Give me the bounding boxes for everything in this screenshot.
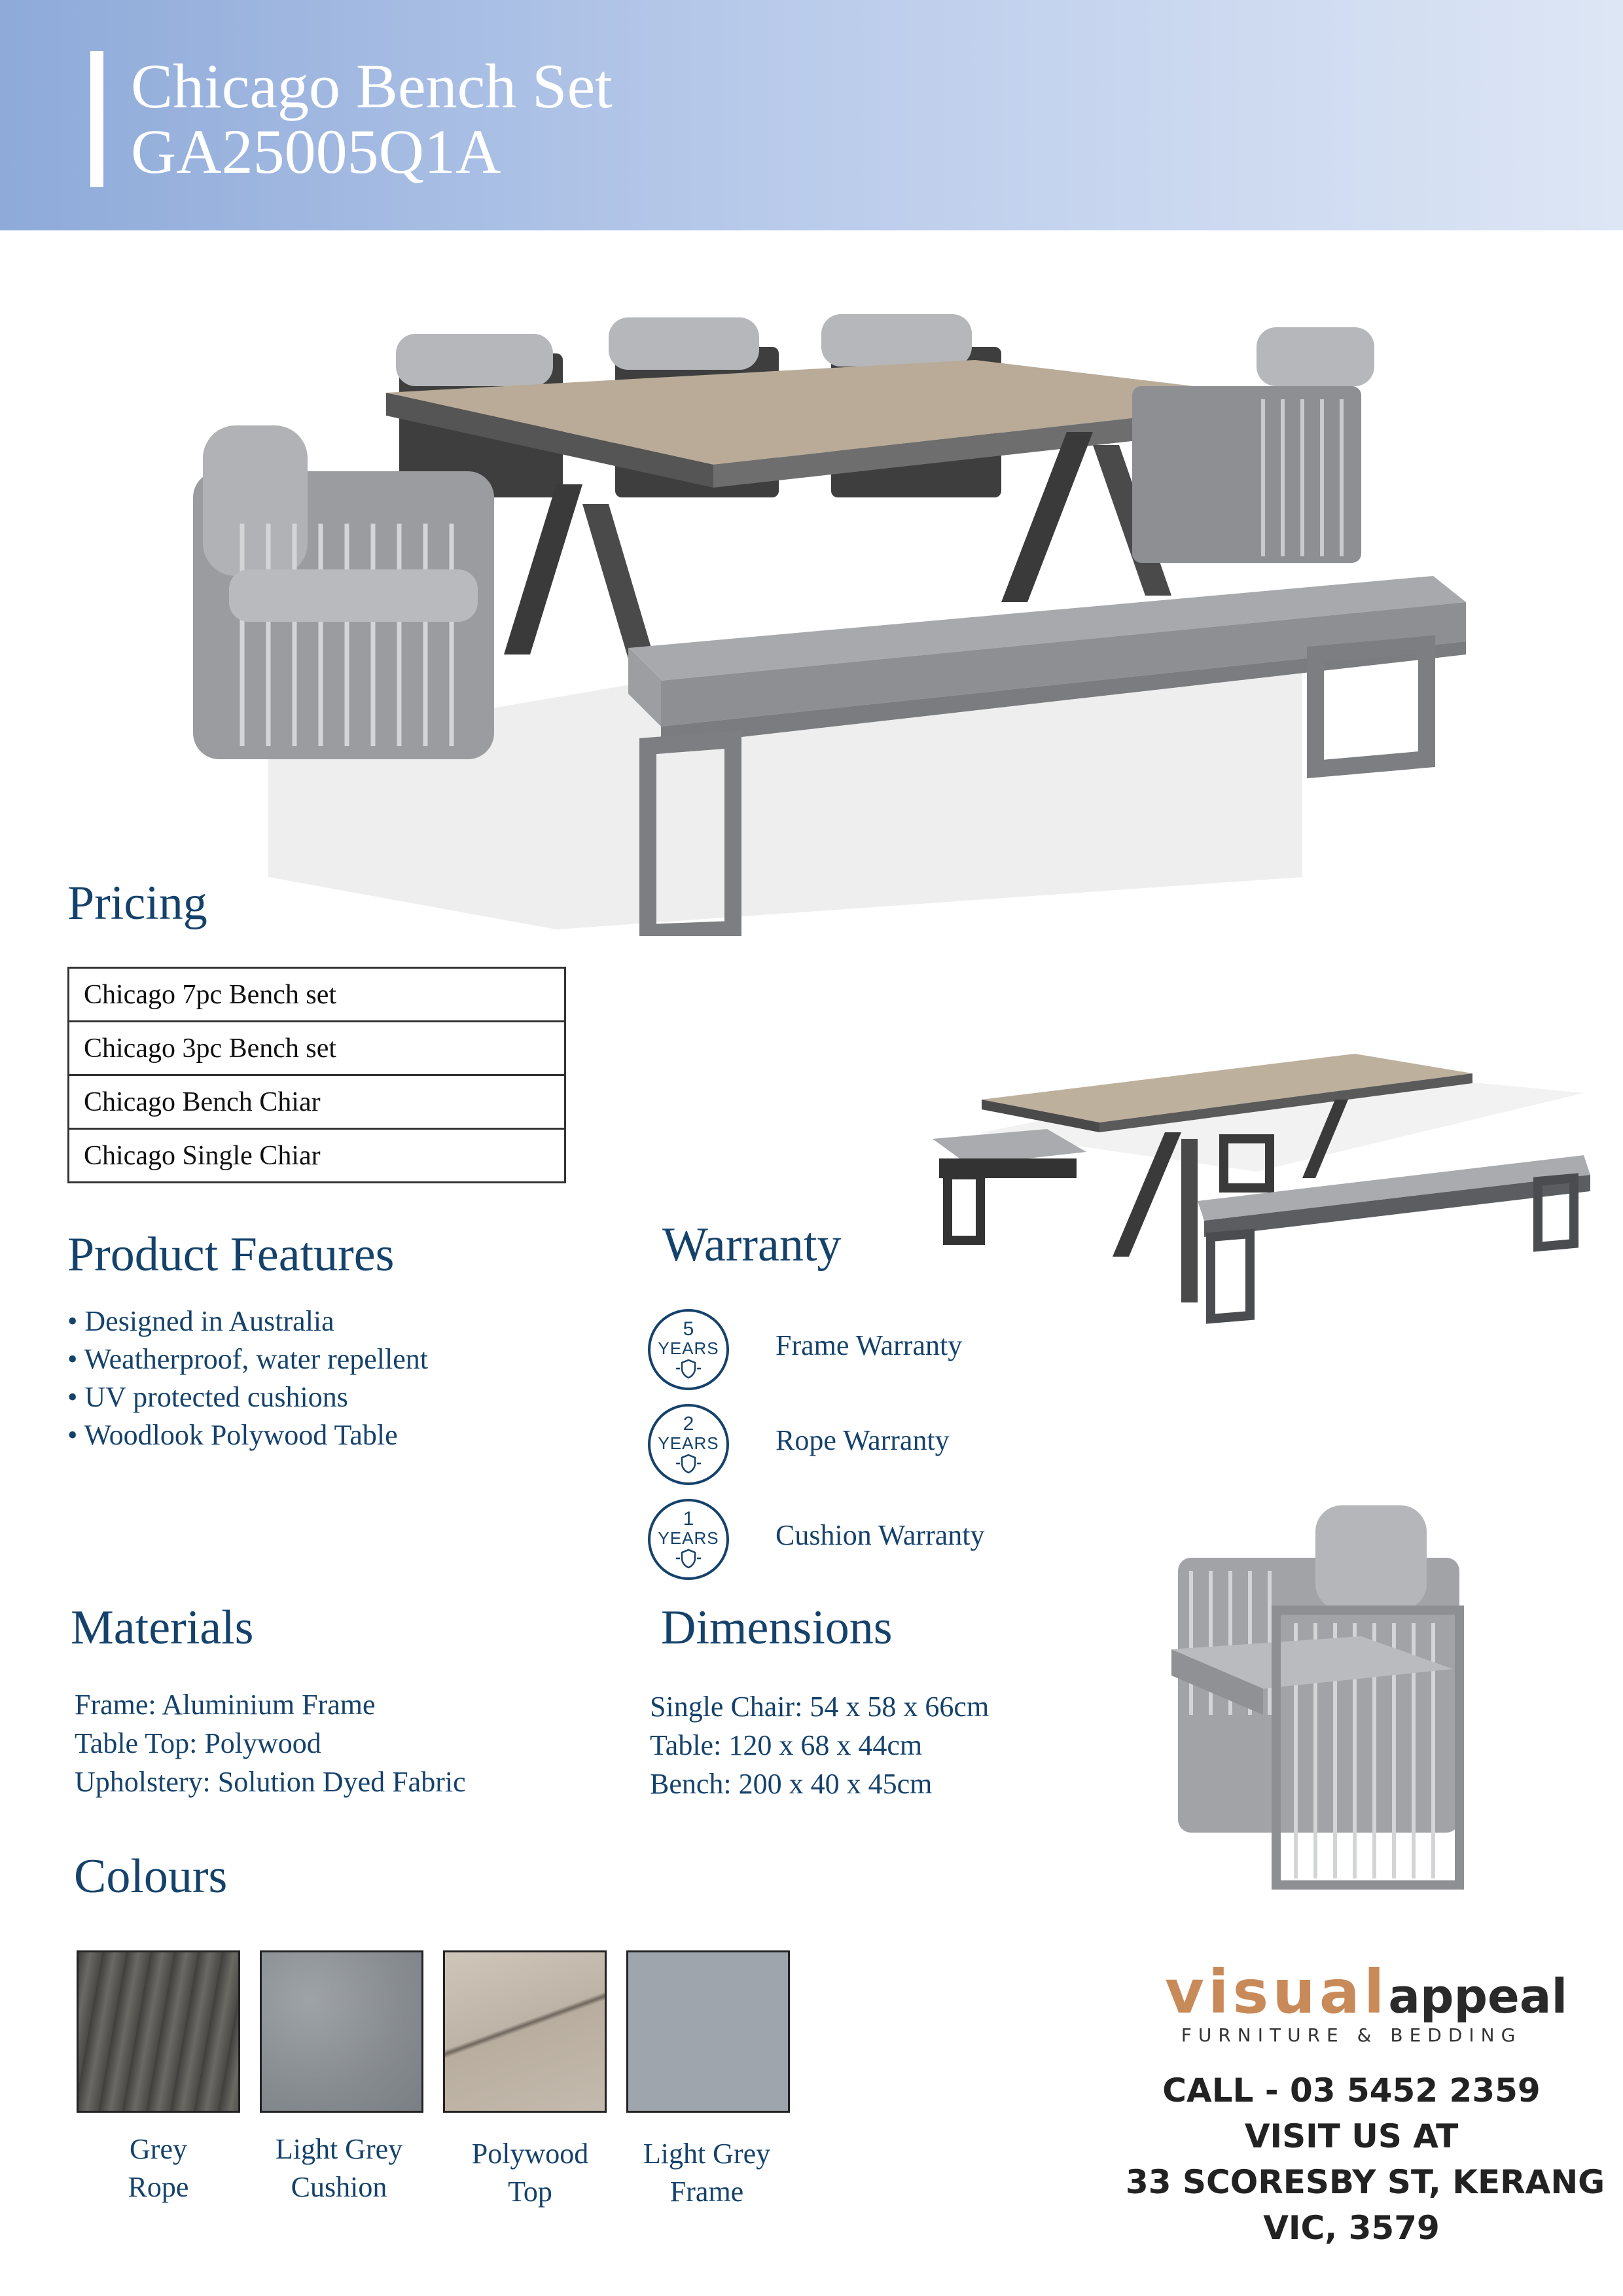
material-item: Frame: Aluminium Frame	[75, 1689, 376, 1721]
shield-icon	[675, 1547, 702, 1570]
table-row	[69, 1129, 565, 1183]
colour-label: Light Grey Cushion	[275, 2133, 403, 2203]
colour-label: Polywood Top	[471, 2138, 589, 2208]
dimension-item: Bench: 200 x 40 x 45cm	[650, 1768, 933, 1800]
dimensions-list	[650, 1687, 989, 1803]
brand-logo	[1165, 1957, 1568, 2046]
dimension-item: Table: 120 x 68 x 44cm	[650, 1729, 923, 1761]
swatch-light-grey-frame	[626, 1950, 790, 2113]
swatch-polywood-top	[443, 1950, 607, 2113]
contact-state: VIC, 3579	[1263, 2209, 1440, 2247]
pricing-item: Chicago Single Chiar	[69, 1129, 565, 1183]
material-item: Upholstery: Solution Dyed Fabric	[75, 1766, 466, 1798]
shield-icon	[675, 1357, 702, 1380]
swatch-grey-rope	[77, 1950, 240, 2113]
features-list	[67, 1302, 428, 1454]
table-row	[69, 1022, 565, 1075]
materials-list	[75, 1685, 466, 1801]
dimension-item: Single Chair: 54 x 58 x 66cm	[650, 1691, 990, 1723]
feature-item: • Woodlook Polywood Table	[67, 1419, 398, 1451]
brand-word-appeal: appeal	[1388, 1969, 1568, 2024]
colour-label: Light Grey Frame	[643, 2138, 771, 2208]
brand-tagline: FURNITURE & BEDDING	[1181, 2024, 1522, 2046]
single-chair-image	[1165, 1499, 1492, 1892]
materials-title: Materials	[71, 1601, 254, 1655]
pricing-table	[67, 967, 566, 1183]
warranty-rope	[648, 1404, 729, 1485]
feature-item: • Designed in Australia	[67, 1305, 334, 1337]
warranty-label: Frame Warranty	[776, 1329, 963, 1361]
pricing-title: Pricing	[67, 876, 207, 930]
shield-years-icon: 1 YEARS	[648, 1499, 729, 1580]
dimensions-title: Dimensions	[661, 1601, 893, 1655]
contact-visit: VISIT US AT	[1244, 2117, 1459, 2155]
table-row	[69, 968, 565, 1022]
colours-title: Colours	[74, 1850, 228, 1903]
feature-item: • Weatherproof, water repellent	[67, 1343, 429, 1375]
pricing-item: Chicago 7pc Bench set	[69, 968, 565, 1022]
swatch-light-grey-cushion	[260, 1950, 423, 2113]
warranty-label: Rope Warranty	[776, 1424, 950, 1456]
feature-item: • UV protected cushions	[67, 1381, 348, 1413]
table-row	[69, 1075, 565, 1129]
warranty-cushion	[648, 1499, 729, 1580]
pricing-item: Chicago 3pc Bench set	[69, 1022, 565, 1075]
main-product-image	[190, 288, 1486, 936]
contact-street: 33 SCORESBY ST, KERANG	[1126, 2163, 1605, 2201]
warranty-title: Warranty	[662, 1218, 842, 1272]
header-accent-bar	[90, 51, 103, 187]
colour-label: Grey Rope	[128, 2133, 189, 2203]
warranty-frame	[648, 1309, 729, 1390]
pricing-item: Chicago Bench Chiar	[69, 1075, 565, 1129]
contact-phone: CALL - 03 5452 2359	[1162, 2072, 1541, 2109]
shield-icon	[675, 1452, 702, 1475]
brand-word-visual: visual	[1165, 1957, 1389, 2027]
bench-set-image	[929, 1041, 1597, 1342]
product-title: Chicago Bench Set	[131, 51, 613, 121]
warranty-label: Cushion Warranty	[776, 1519, 985, 1551]
product-code: GA25005Q1A	[131, 117, 501, 187]
shield-years-icon: 2 YEARS	[648, 1404, 729, 1485]
shield-years-icon: 5 YEARS	[648, 1309, 729, 1390]
features-title: Product Features	[67, 1228, 395, 1282]
material-item: Table Top: Polywood	[75, 1727, 321, 1759]
